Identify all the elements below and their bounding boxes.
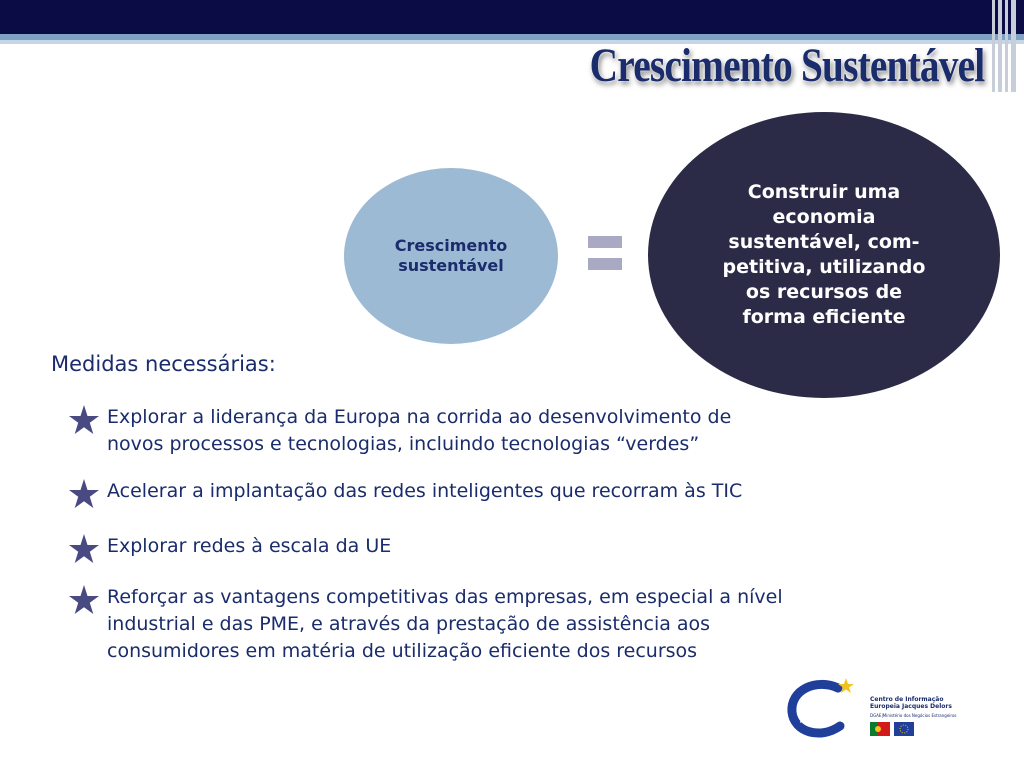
list-item-text: Acelerar a implantação das redes inteligentes que recorram às TIC xyxy=(107,480,743,502)
star-icon xyxy=(68,478,100,510)
star-icon xyxy=(68,404,100,436)
header-band xyxy=(0,0,1024,34)
star-icon xyxy=(68,533,100,565)
slide-title: Crescimento Sustentável xyxy=(589,39,984,92)
list-item xyxy=(68,404,928,458)
list-item-text: Explorar a liderança da Europa na corrida ao desenvolvimento de novos processos e tecnologias, incluindo tecnologias “verdes” xyxy=(107,406,732,455)
measures-heading: Medidas necessárias: xyxy=(51,352,276,376)
flags-icon xyxy=(870,722,916,736)
logo-subtext: DGAE|Ministério dos Negócios Estrangeiros xyxy=(870,713,957,718)
decorative-bars xyxy=(992,0,1018,92)
definition-circle xyxy=(648,112,1000,398)
logo-c-icon xyxy=(786,676,866,742)
list-item xyxy=(68,584,928,665)
list-item-text: Reforçar as vantagens competitivas das empresas, em especial a nível industrial e das PME, e através da prestação de assistência aos consumidores em matéria de utilização eficiente dos recursos xyxy=(107,586,783,662)
definition-text: Construir uma economia sustentável, com- petitiva, utilizando os recursos de forma eficiente xyxy=(722,181,926,328)
logo-text: Centro de Informação Europeia Jacques Delors xyxy=(870,696,952,710)
institution-logo xyxy=(786,676,966,742)
sustainable-growth-circle: Crescimento sustentável xyxy=(344,168,558,344)
list-item xyxy=(68,533,928,560)
list-item-text: Explorar redes à escala da UE xyxy=(107,535,392,557)
list-item xyxy=(68,478,928,505)
equals-sign xyxy=(588,236,622,272)
star-icon xyxy=(68,584,100,616)
